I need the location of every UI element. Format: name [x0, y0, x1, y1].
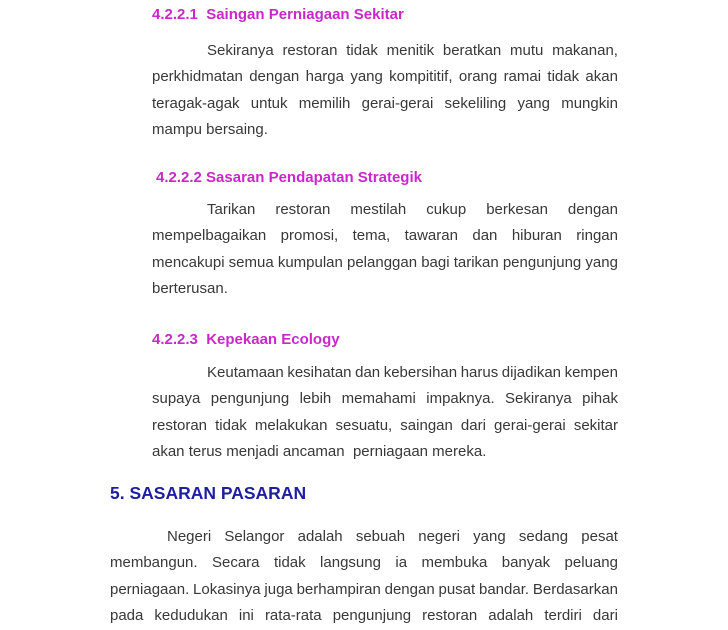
paragraph-line: pada kedudukan ini rata-rata pengunjung restoran adalah terdiri dari [110, 607, 618, 625]
paragraph-line: teragak-agak untuk memilih gerai-gerai sekeliling yang mungkin [152, 94, 618, 112]
paragraph-line: mampu bersaing. [152, 121, 268, 139]
subsection-heading-4222: 4.2.2.2 Sasaran Pendapatan Strategik [156, 169, 422, 186]
paragraph-4223 [152, 360, 618, 466]
subsection-heading-4221: 4.2.2.1 Saingan Perniagaan Sekitar [152, 6, 404, 23]
paragraph-4221 [152, 38, 618, 144]
paragraph-line: perniagaan. Lokasinya juga berhampiran dengan pusat bandar. Berdasarkan [110, 580, 618, 598]
paragraph-line: Tarikan restoran mestilah cukup berkesan dengan [207, 201, 618, 218]
paragraph-line: akan terus menjadi ancaman perniagaan mereka. [152, 443, 487, 461]
paragraph-line: perkhidmatan dengan harga yang kompititif, orang ramai tidak akan [152, 68, 618, 86]
paragraph-line: membangun. Secara tidak langsung ia membuka banyak peluang [110, 554, 618, 572]
paragraph-line: restoran tidak melakukan sesuatu, saingan dari gerai-gerai sekitar [152, 416, 618, 434]
paragraph-line: Negeri Selangor adalah sebuah negeri yang sedang pesat [167, 528, 618, 545]
paragraph-sasaran-pasaran [110, 524, 618, 630]
subsection-heading-4223: 4.2.2.3 Kepekaan Ecology [152, 331, 340, 348]
paragraph-line: Sekiranya restoran tidak menitik beratkan mutu makanan, [207, 42, 618, 59]
paragraph-line: Keutamaan kesihatan dan kebersihan harus dijadikan kempen [207, 364, 618, 381]
paragraph-4222 [152, 197, 618, 303]
paragraph-line: mempelbagaikan promosi, tema, tawaran dan hiburan ringan [152, 227, 618, 245]
paragraph-line: berterusan. [152, 280, 228, 298]
chapter-heading-sasaran-pasaran: 5. SASARAN PASARAN [110, 483, 307, 503]
paragraph-line: supaya pengunjung lebih memahami impaknya. Sekiranya pihak [152, 390, 618, 408]
paragraph-line: mencakupi semua kumpulan pelanggan bagi tarikan pengunjung yang [152, 253, 618, 271]
